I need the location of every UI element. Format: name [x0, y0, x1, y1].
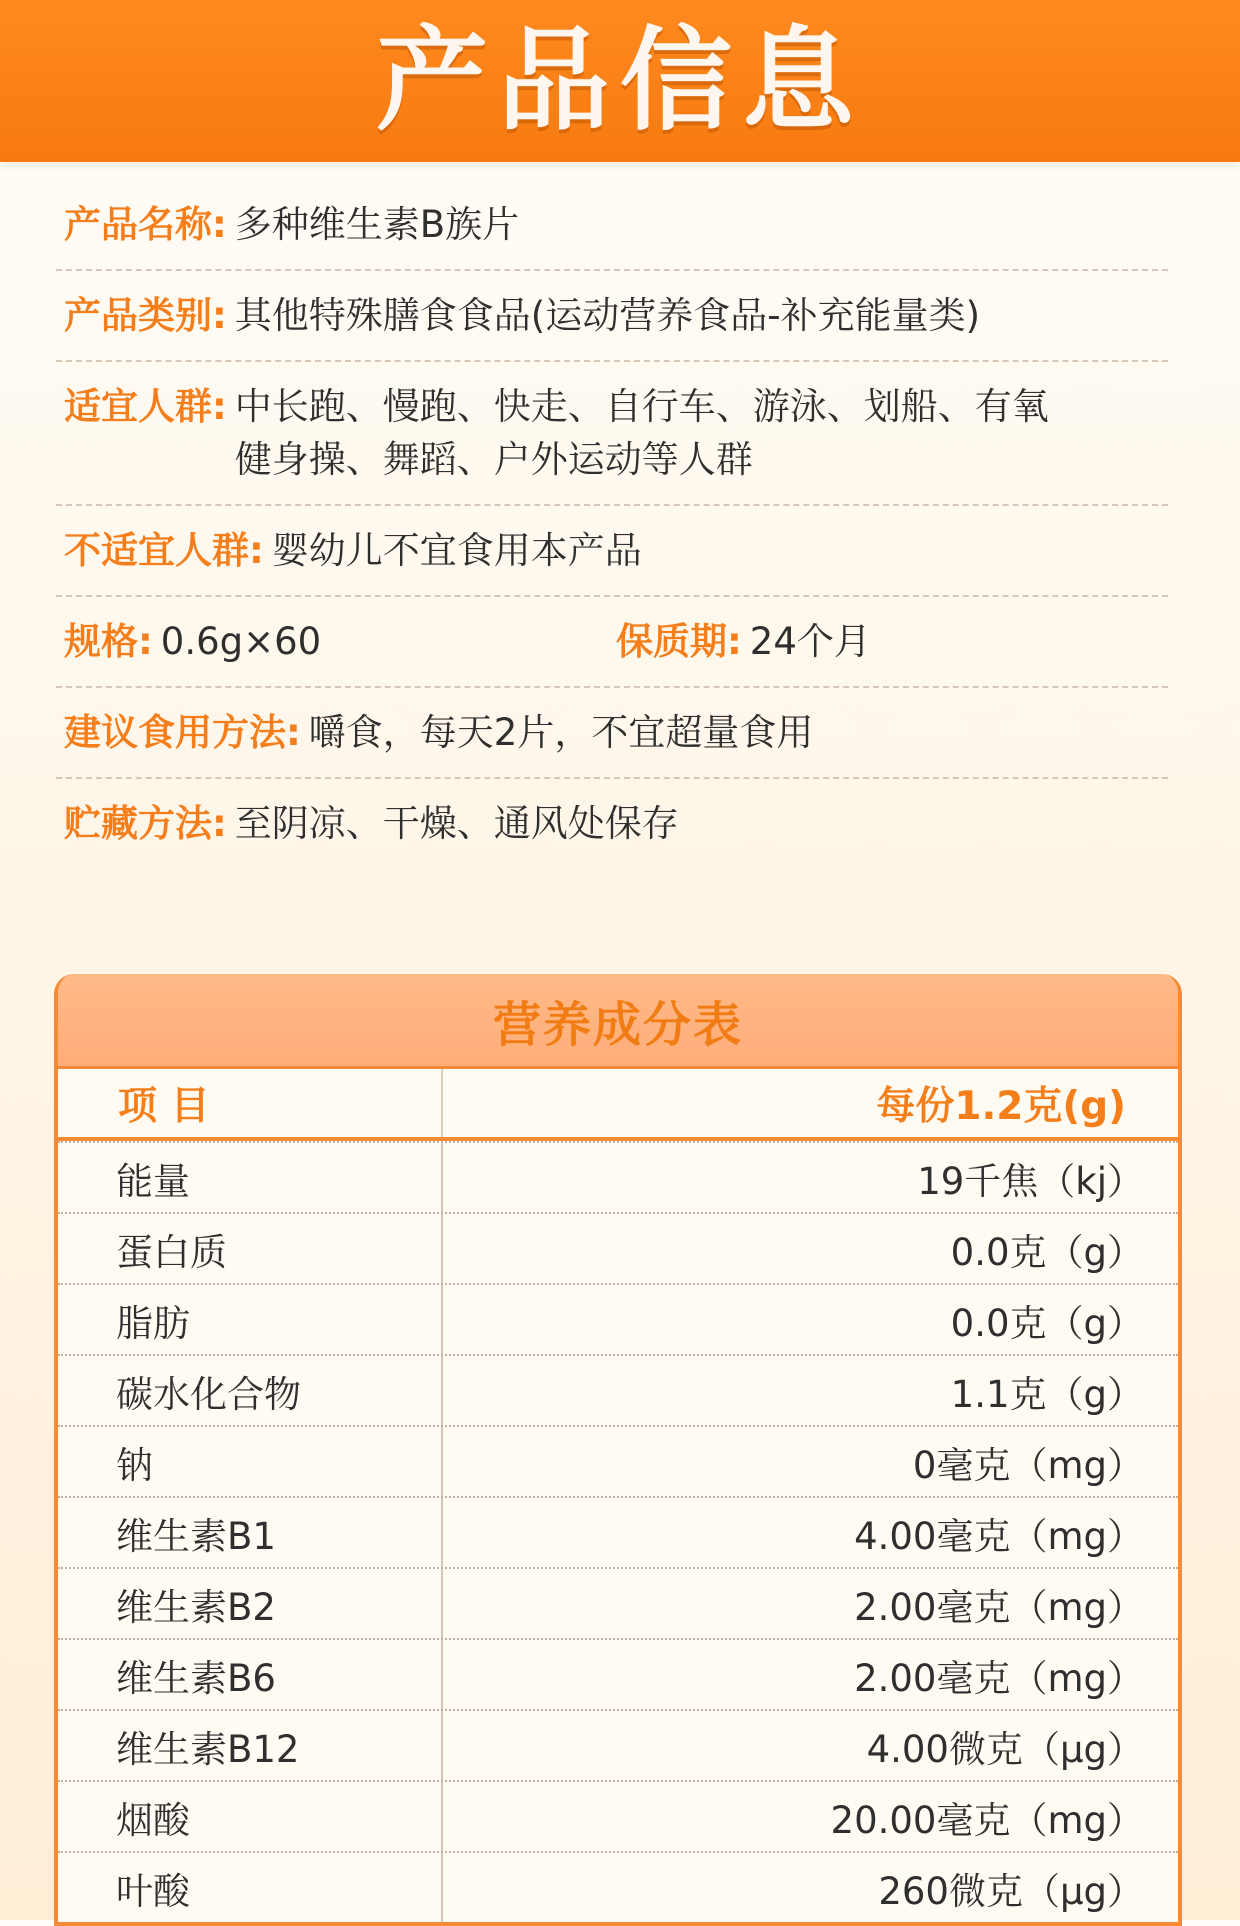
table-row [58, 1496, 1178, 1567]
product-category-label: 产品类别: [64, 294, 227, 337]
nutrient-name: 碳水化合物 [58, 1356, 443, 1425]
table-row [58, 1141, 1178, 1212]
page-title: 产品信息 [376, 16, 864, 146]
nutrition-header-serving: 每份1.2克(g) [876, 1084, 1126, 1129]
storage-value: 至阴凉、干燥、通风处保存 [234, 802, 679, 845]
product-category-row [56, 271, 1168, 362]
product-category-value: 其他特殊膳食食品(运动营养食品-补充能量类) [234, 294, 981, 337]
table-row [58, 1638, 1178, 1709]
nutrient-name: 钠 [58, 1427, 443, 1496]
nutrient-name: 蛋白质 [58, 1214, 443, 1283]
table-row [58, 1567, 1178, 1638]
table-row [58, 1283, 1178, 1354]
table-row [58, 1212, 1178, 1283]
product-name-value: 多种维生素B族片 [234, 203, 520, 246]
product-name-label: 产品名称: [64, 203, 227, 246]
nutrient-value: 2.00毫克（mg） [854, 1585, 1144, 1629]
spec-label: 规格: [64, 620, 153, 663]
spec-shelf-life-row [56, 597, 1168, 688]
unsuitable-people-value: 婴幼儿不宜食用本产品 [271, 529, 642, 572]
nutrient-value: 0.0克（g） [950, 1230, 1144, 1274]
nutrient-value: 4.00毫克（mg） [854, 1514, 1144, 1558]
nutrient-value: 2.00毫克（mg） [854, 1656, 1144, 1700]
nutrient-name: 维生素B2 [58, 1569, 443, 1638]
nutrient-value: 4.00微克（μg） [866, 1727, 1144, 1771]
shelf-life-value: 24个月 [749, 620, 871, 663]
table-row [58, 1851, 1178, 1922]
nutrient-value: 0.0克（g） [950, 1301, 1144, 1345]
nutrient-value: 19千焦（kj） [917, 1159, 1144, 1203]
nutrient-name: 维生素B6 [58, 1640, 443, 1709]
header-banner [0, 0, 1240, 162]
shelf-life-group [616, 615, 1168, 668]
nutrition-header-row [58, 1069, 1178, 1141]
usage-label: 建议食用方法: [64, 711, 301, 754]
nutrient-value: 20.00毫克（mg） [830, 1798, 1144, 1842]
product-info-section [56, 180, 1168, 868]
table-row [58, 1425, 1178, 1496]
nutrient-name: 维生素B12 [58, 1711, 443, 1780]
nutrient-name: 维生素B1 [58, 1498, 443, 1567]
table-row [58, 1709, 1178, 1780]
storage-label: 贮藏方法: [64, 802, 227, 845]
nutrient-name: 叶酸 [58, 1853, 443, 1922]
nutrient-value: 0毫克（mg） [912, 1443, 1144, 1487]
usage-row [56, 688, 1168, 779]
spec-value: 0.6g×60 [160, 620, 322, 663]
nutrient-name: 能量 [58, 1143, 443, 1212]
nutrition-table [54, 974, 1182, 1926]
unsuitable-people-row [56, 506, 1168, 597]
table-row [58, 1780, 1178, 1851]
suitable-people-value: 中长跑、慢跑、快走、自行车、游泳、划船、有氧 健身操、舞蹈、户外运动等人群 [234, 385, 1049, 481]
usage-value: 嚼食，每天2片，不宜超量食用 [308, 711, 814, 754]
nutrition-header-item: 项 目 [58, 1069, 443, 1137]
spec-group [64, 615, 616, 668]
suitable-people-label: 适宜人群: [64, 385, 227, 428]
storage-row [56, 779, 1168, 868]
nutrient-name: 烟酸 [58, 1782, 443, 1851]
unsuitable-people-label: 不适宜人群: [64, 529, 264, 572]
nutrient-value: 260微克（μg） [878, 1869, 1144, 1913]
product-name-row [56, 180, 1168, 271]
nutrient-value: 1.1克（g） [950, 1372, 1144, 1416]
suitable-people-row [56, 362, 1168, 506]
shelf-life-label: 保质期: [616, 620, 742, 663]
nutrient-name: 脂肪 [58, 1285, 443, 1354]
table-row [58, 1354, 1178, 1425]
nutrition-title: 营养成分表 [58, 974, 1178, 1069]
